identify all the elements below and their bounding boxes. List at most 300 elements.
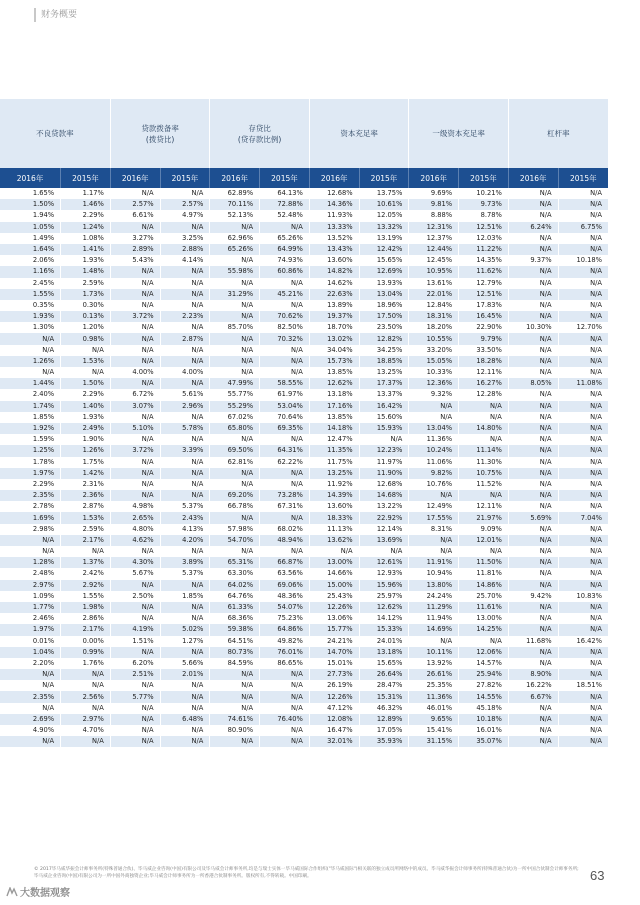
table-cell: 15.77% — [309, 624, 359, 635]
table-cell: 65.31% — [210, 557, 260, 568]
table-cell: 9.69% — [409, 188, 459, 199]
table-cell: N/A — [160, 725, 210, 736]
table-body — [0, 188, 608, 747]
table-cell: N/A — [0, 546, 61, 557]
table-cell: N/A — [558, 401, 608, 412]
table-cell: 13.93% — [359, 278, 409, 289]
table-cell: 14.18% — [309, 423, 359, 434]
table-row — [0, 591, 608, 602]
table-row — [0, 378, 608, 389]
table-cell: 68.36% — [210, 613, 260, 624]
table-cell: N/A — [508, 501, 558, 512]
table-cell: 13.85% — [309, 367, 359, 378]
table-cell: 2.29% — [61, 389, 111, 400]
table-cell: 17.16% — [309, 401, 359, 412]
table-row — [0, 300, 608, 311]
table-cell: N/A — [558, 490, 608, 501]
table-cell: 9.82% — [409, 468, 459, 479]
table-cell: 35.93% — [359, 736, 409, 747]
table-cell: N/A — [508, 647, 558, 658]
table-cell: 2.65% — [110, 512, 160, 523]
table-cell: 12.47% — [309, 434, 359, 445]
table-cell: 54.07% — [260, 602, 310, 613]
table-cell: N/A — [160, 703, 210, 714]
table-cell: 12.26% — [309, 691, 359, 702]
table-cell: 3.39% — [160, 445, 210, 456]
table-cell: 9.32% — [409, 389, 459, 400]
table-cell: N/A — [260, 703, 310, 714]
table-cell: 80.90% — [210, 725, 260, 736]
table-cell: 4.00% — [110, 367, 160, 378]
table-cell: 13.60% — [309, 255, 359, 266]
table-cell: 2.98% — [0, 524, 61, 535]
table-cell: 67.02% — [210, 412, 260, 423]
table-cell: 5.77% — [110, 691, 160, 702]
table-cell: N/A — [409, 401, 459, 412]
table-cell: N/A — [508, 210, 558, 221]
table-cell: 10.55% — [409, 333, 459, 344]
table-cell: 1.37% — [61, 557, 111, 568]
table-cell: 1.42% — [61, 468, 111, 479]
table-cell: 27.73% — [309, 669, 359, 680]
table-cell: 18.96% — [359, 300, 409, 311]
table-cell: 33.50% — [459, 345, 509, 356]
table-cell: N/A — [110, 222, 160, 233]
table-cell: N/A — [210, 367, 260, 378]
table-cell: 15.65% — [359, 255, 409, 266]
table-cell: 32.01% — [309, 736, 359, 747]
table-cell: 2.97% — [61, 714, 111, 725]
table-cell: N/A — [558, 434, 608, 445]
watermark — [6, 884, 70, 899]
table-cell: 1.55% — [61, 591, 111, 602]
table-row — [0, 725, 608, 736]
year-header-cell: 2016年 — [210, 168, 260, 188]
table-cell: N/A — [160, 647, 210, 658]
table-cell: 1.26% — [0, 356, 61, 367]
table-cell: N/A — [110, 490, 160, 501]
table-row — [0, 199, 608, 210]
table-row — [0, 289, 608, 300]
table-cell: 6.24% — [508, 222, 558, 233]
table-cell: 61.97% — [260, 389, 310, 400]
table-cell: 1.93% — [61, 255, 111, 266]
table-cell: N/A — [558, 468, 608, 479]
table-cell: 1.64% — [0, 244, 61, 255]
table-cell: 1.40% — [61, 401, 111, 412]
table-cell: 85.70% — [210, 322, 260, 333]
table-cell: N/A — [110, 188, 160, 199]
table-cell: 11.35% — [309, 445, 359, 456]
table-cell: 16.45% — [459, 311, 509, 322]
table-cell: N/A — [110, 356, 160, 367]
table-cell: 13.02% — [309, 333, 359, 344]
table-cell: 1.05% — [0, 222, 61, 233]
table-cell: 74.61% — [210, 714, 260, 725]
table-cell: N/A — [508, 188, 558, 199]
group-header-row — [0, 99, 608, 168]
table-cell: 69.20% — [210, 490, 260, 501]
table-cell: 1.85% — [0, 412, 61, 423]
table-cell: 12.44% — [409, 244, 459, 255]
group-header-tier1-capital: 一级资本充足率 — [409, 99, 509, 168]
table-cell: 11.62% — [459, 266, 509, 277]
table-cell: 82.50% — [260, 322, 310, 333]
table-cell: 9.79% — [459, 333, 509, 344]
table-cell: N/A — [210, 300, 260, 311]
table-cell: 5.67% — [110, 568, 160, 579]
table-cell: 66.87% — [260, 557, 310, 568]
table-cell: N/A — [210, 333, 260, 344]
table-cell: 62.22% — [260, 457, 310, 468]
table-cell: N/A — [160, 356, 210, 367]
table-cell: 12.08% — [309, 714, 359, 725]
table-cell: 64.31% — [260, 445, 310, 456]
table-cell: 62.81% — [210, 457, 260, 468]
table-row — [0, 691, 608, 702]
table-cell: 66.78% — [210, 501, 260, 512]
table-cell: N/A — [508, 457, 558, 468]
table-row — [0, 322, 608, 333]
table-cell: 13.37% — [359, 389, 409, 400]
table-cell: 52.13% — [210, 210, 260, 221]
table-cell: N/A — [110, 289, 160, 300]
table-cell: 4.90% — [0, 725, 61, 736]
table-cell: 1.24% — [61, 222, 111, 233]
table-cell: 10.18% — [558, 255, 608, 266]
table-cell: 10.30% — [508, 322, 558, 333]
table-cell: 4.30% — [110, 557, 160, 568]
table-cell: 12.37% — [409, 233, 459, 244]
table-cell: N/A — [160, 300, 210, 311]
table-cell: 2.40% — [0, 389, 61, 400]
table-cell: 64.51% — [210, 636, 260, 647]
table-cell: 74.93% — [260, 255, 310, 266]
table-cell: 48.94% — [260, 535, 310, 546]
table-cell: 0.13% — [61, 311, 111, 322]
financial-ratio-table-wrap — [0, 99, 608, 747]
table-cell: N/A — [160, 322, 210, 333]
table-cell: 2.20% — [0, 658, 61, 669]
table-row — [0, 188, 608, 199]
table-cell: 11.81% — [459, 568, 509, 579]
table-row — [0, 311, 608, 322]
table-cell: 14.70% — [309, 647, 359, 658]
table-cell: N/A — [210, 255, 260, 266]
table-cell: 13.85% — [309, 412, 359, 423]
table-cell: 73.28% — [260, 490, 310, 501]
table-cell: 1.75% — [61, 457, 111, 468]
table-cell: 18.85% — [359, 356, 409, 367]
table-cell: N/A — [210, 691, 260, 702]
table-cell: N/A — [260, 345, 310, 356]
table-cell: 64.99% — [260, 244, 310, 255]
table-cell: 4.80% — [110, 524, 160, 535]
table-cell: 55.29% — [210, 401, 260, 412]
table-cell: N/A — [459, 490, 509, 501]
table-cell: 12.06% — [459, 647, 509, 658]
table-row — [0, 669, 608, 680]
year-header-cell: 2015年 — [160, 168, 210, 188]
table-cell: 1.55% — [0, 289, 61, 300]
table-cell: 25.94% — [459, 669, 509, 680]
table-cell: N/A — [508, 714, 558, 725]
table-cell: N/A — [558, 389, 608, 400]
table-cell: N/A — [0, 703, 61, 714]
table-cell: 2.01% — [160, 669, 210, 680]
year-header-cell: 2016年 — [409, 168, 459, 188]
table-cell: 12.68% — [309, 188, 359, 199]
table-cell: N/A — [508, 266, 558, 277]
table-row — [0, 367, 608, 378]
year-header-cell: 2016年 — [110, 168, 160, 188]
table-cell: N/A — [160, 680, 210, 691]
table-cell: 14.25% — [459, 624, 509, 635]
section-tab: 财务概要 — [34, 8, 77, 22]
table-cell: 24.21% — [309, 636, 359, 647]
table-cell: 12.26% — [309, 602, 359, 613]
year-header-cell: 2015年 — [558, 168, 608, 188]
table-cell: 13.04% — [409, 423, 459, 434]
table-cell: 65.26% — [210, 244, 260, 255]
table-cell: N/A — [160, 736, 210, 747]
table-cell: N/A — [61, 546, 111, 557]
table-cell: N/A — [508, 300, 558, 311]
table-cell: 58.55% — [260, 378, 310, 389]
year-header-row — [0, 168, 608, 188]
table-cell: 28.47% — [359, 680, 409, 691]
table-cell: 68.02% — [260, 524, 310, 535]
table-cell: N/A — [558, 703, 608, 714]
table-cell: N/A — [210, 434, 260, 445]
table-cell: 12.23% — [359, 445, 409, 456]
table-cell: N/A — [110, 468, 160, 479]
table-cell: 11.97% — [359, 457, 409, 468]
table-cell: N/A — [210, 680, 260, 691]
table-cell: N/A — [558, 412, 608, 423]
table-cell: N/A — [210, 222, 260, 233]
table-cell: 14.80% — [459, 423, 509, 434]
table-cell: 15.00% — [309, 580, 359, 591]
table-cell: 10.95% — [409, 266, 459, 277]
table-cell: N/A — [558, 669, 608, 680]
table-cell: 14.86% — [459, 580, 509, 591]
table-cell: N/A — [508, 725, 558, 736]
group-header-leverage-ratio: 杠杆率 — [508, 99, 608, 168]
table-cell: 2.57% — [110, 199, 160, 210]
table-cell: 54.70% — [210, 535, 260, 546]
table-cell: 13.89% — [309, 300, 359, 311]
table-cell: 11.30% — [459, 457, 509, 468]
table-cell: 2.35% — [0, 691, 61, 702]
table-cell: 13.00% — [309, 557, 359, 568]
table-cell: 25.97% — [359, 591, 409, 602]
table-cell: N/A — [210, 703, 260, 714]
table-cell: 4.00% — [160, 367, 210, 378]
table-cell: N/A — [508, 278, 558, 289]
table-cell: N/A — [558, 602, 608, 613]
table-cell: N/A — [459, 636, 509, 647]
table-cell: 12.14% — [359, 524, 409, 535]
table-cell: N/A — [558, 725, 608, 736]
table-cell: N/A — [110, 266, 160, 277]
table-cell: 12.70% — [558, 322, 608, 333]
table-cell: 0.99% — [61, 647, 111, 658]
table-cell: 1.90% — [61, 434, 111, 445]
table-cell: N/A — [508, 311, 558, 322]
table-cell: 22.01% — [409, 289, 459, 300]
table-cell: 72.88% — [260, 199, 310, 210]
table-row — [0, 233, 608, 244]
table-row — [0, 580, 608, 591]
table-cell: 13.43% — [309, 244, 359, 255]
table-cell: N/A — [210, 512, 260, 523]
table-cell: N/A — [0, 535, 61, 546]
table-cell: N/A — [409, 535, 459, 546]
table-cell: 70.11% — [210, 199, 260, 210]
table-cell: 14.66% — [309, 568, 359, 579]
table-cell: 2.45% — [0, 278, 61, 289]
table-cell: 12.03% — [459, 233, 509, 244]
table-cell: 4.19% — [110, 624, 160, 635]
table-cell: 26.64% — [359, 669, 409, 680]
table-cell: N/A — [210, 669, 260, 680]
table-cell: N/A — [260, 736, 310, 747]
table-cell: 1.93% — [61, 412, 111, 423]
table-cell: 11.50% — [459, 557, 509, 568]
table-cell: 1.04% — [0, 647, 61, 658]
table-row — [0, 568, 608, 579]
table-cell: 1.46% — [61, 199, 111, 210]
table-cell: 24.24% — [409, 591, 459, 602]
table-cell: N/A — [508, 445, 558, 456]
table-cell: 14.69% — [409, 624, 459, 635]
table-cell: 8.31% — [409, 524, 459, 535]
table-cell: N/A — [110, 479, 160, 490]
table-cell: 13.80% — [409, 580, 459, 591]
table-cell: N/A — [558, 691, 608, 702]
table-row — [0, 457, 608, 468]
table-cell: N/A — [260, 222, 310, 233]
table-cell: N/A — [210, 546, 260, 557]
table-cell: N/A — [160, 289, 210, 300]
table-cell: 17.55% — [409, 512, 459, 523]
table-cell: N/A — [160, 468, 210, 479]
table-cell: N/A — [110, 300, 160, 311]
table-cell: 2.36% — [61, 490, 111, 501]
table-row — [0, 468, 608, 479]
table-cell: 11.36% — [409, 691, 459, 702]
table-cell: 13.25% — [309, 468, 359, 479]
table-cell: 11.91% — [409, 557, 459, 568]
table-cell: N/A — [210, 468, 260, 479]
table-cell: 0.35% — [0, 300, 61, 311]
table-cell: N/A — [0, 680, 61, 691]
table-cell: N/A — [160, 691, 210, 702]
table-cell: 31.15% — [409, 736, 459, 747]
table-cell: N/A — [160, 412, 210, 423]
table-cell: N/A — [558, 647, 608, 658]
table-cell: 2.59% — [61, 278, 111, 289]
table-cell: 11.08% — [558, 378, 608, 389]
table-cell: 8.90% — [508, 669, 558, 680]
table-cell: 4.70% — [61, 725, 111, 736]
table-cell: 2.23% — [160, 311, 210, 322]
table-cell: 16.27% — [459, 378, 509, 389]
table-cell: 18.20% — [409, 322, 459, 333]
table-cell: 2.17% — [61, 535, 111, 546]
table-cell: N/A — [558, 613, 608, 624]
table-row — [0, 445, 608, 456]
table-cell: 1.30% — [0, 322, 61, 333]
table-cell: 2.78% — [0, 501, 61, 512]
financial-ratio-table — [0, 99, 608, 747]
table-cell: 10.33% — [409, 367, 459, 378]
table-cell: 18.33% — [309, 512, 359, 523]
table-cell: 1.53% — [61, 512, 111, 523]
table-cell: 5.66% — [160, 658, 210, 669]
table-cell: 6.75% — [558, 222, 608, 233]
table-row — [0, 434, 608, 445]
table-row — [0, 714, 608, 725]
table-cell: 13.06% — [309, 613, 359, 624]
table-cell: N/A — [558, 244, 608, 255]
table-row — [0, 222, 608, 233]
table-cell: 1.85% — [160, 591, 210, 602]
footnote: © 2017毕马威华振会计师事务所(特殊普通合伙)、毕马威企业咨询(中国)有限公司及毕马威会计师事务所,均是与瑞士实体一毕马威国际合作组织("毕马威国际")相关联的独立成员所网络中的成员。毕马威华振会计师事务所(特殊普通合伙)为一所中国合伙制会计师事务所;毕马威企业咨询(中国)有限公司为一所中国外商独资企业;毕马威会计师事务所为一所香港合伙制事务所。版权所有,不得转载。中国印刷。 — [34, 867, 579, 879]
table-cell: 12.36% — [409, 378, 459, 389]
table-cell: N/A — [0, 669, 61, 680]
table-cell: 25.35% — [409, 680, 459, 691]
table-cell: 19.37% — [309, 311, 359, 322]
table-cell: 6.48% — [160, 714, 210, 725]
table-cell: N/A — [508, 546, 558, 557]
table-row — [0, 658, 608, 669]
table-row — [0, 266, 608, 277]
table-cell: 15.93% — [359, 423, 409, 434]
watermark-logo-icon — [6, 887, 18, 897]
table-cell: 13.19% — [359, 233, 409, 244]
table-cell: 13.61% — [409, 278, 459, 289]
table-cell: 25.43% — [309, 591, 359, 602]
table-cell: 18.70% — [309, 322, 359, 333]
table-cell: 15.65% — [359, 658, 409, 669]
table-cell: 1.76% — [61, 658, 111, 669]
group-header-npl-ratio: 不良贷款率 — [0, 99, 110, 168]
table-cell: 12.51% — [459, 289, 509, 300]
table-cell: 23.50% — [359, 322, 409, 333]
table-cell: N/A — [558, 479, 608, 490]
table-cell: 62.89% — [210, 188, 260, 199]
table-cell: 5.02% — [160, 624, 210, 635]
table-cell: N/A — [558, 457, 608, 468]
year-header-cell: 2015年 — [459, 168, 509, 188]
table-cell: N/A — [459, 434, 509, 445]
table-cell: N/A — [260, 512, 310, 523]
table-cell: 61.33% — [210, 602, 260, 613]
table-cell: 48.36% — [260, 591, 310, 602]
table-cell: N/A — [260, 468, 310, 479]
table-cell: N/A — [508, 356, 558, 367]
table-cell: 24.01% — [359, 636, 409, 647]
table-cell: 2.51% — [110, 669, 160, 680]
table-cell: 2.97% — [0, 580, 61, 591]
table-cell: 53.04% — [260, 401, 310, 412]
table-row — [0, 624, 608, 635]
table-row — [0, 602, 608, 613]
table-cell: 9.42% — [508, 591, 558, 602]
table-row — [0, 546, 608, 557]
